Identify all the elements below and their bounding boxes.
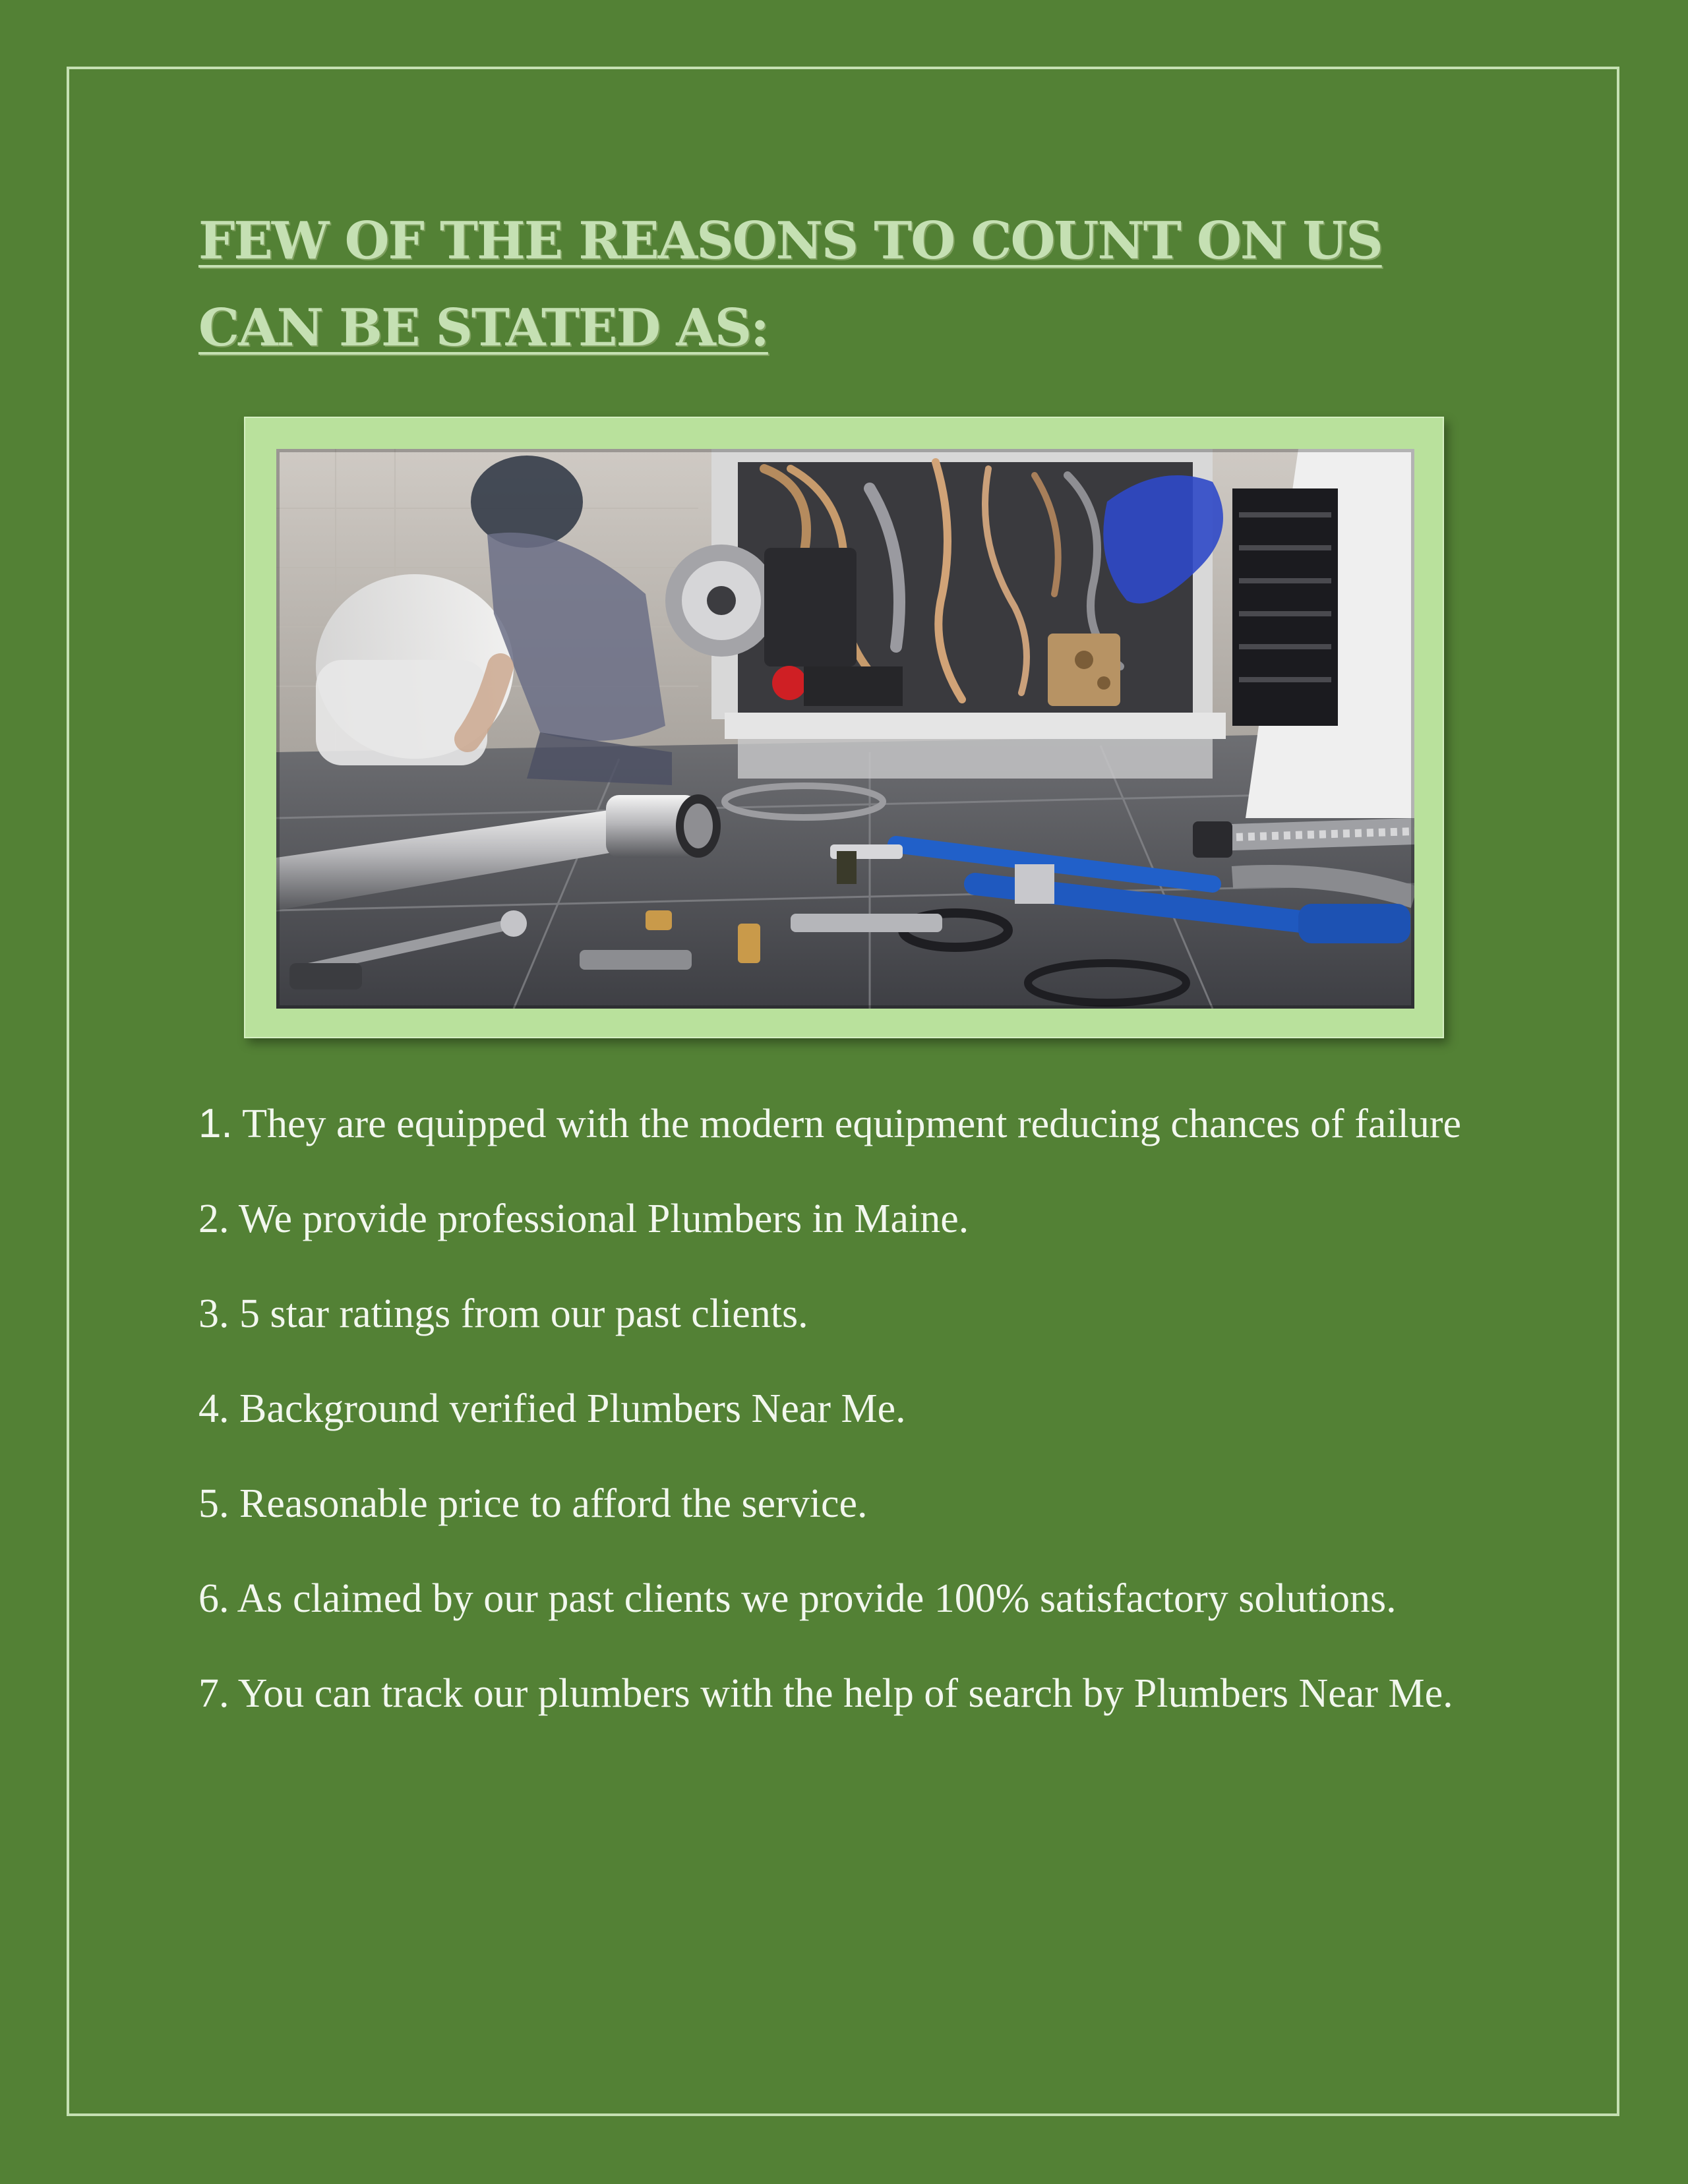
reason-number: 4.: [198, 1386, 229, 1431]
reason-number: 3.: [198, 1291, 229, 1336]
reason-item: [198, 1467, 1517, 1540]
reason-text: Background verified Plumbers Near Me.: [239, 1386, 906, 1431]
reason-item: [198, 1183, 1517, 1255]
reason-item: [198, 1278, 1517, 1350]
reason-number: 7.: [198, 1671, 229, 1716]
reason-item: [198, 1088, 1517, 1160]
reasons-list: [198, 1088, 1517, 1752]
reason-text: As claimed by our past clients we provide 100% satisfactory solutions.: [237, 1576, 1397, 1621]
reason-text: Reasonable price to afford the service.: [239, 1481, 868, 1526]
reason-text: 5 star ratings from our past clients.: [239, 1291, 808, 1336]
reason-item: [198, 1657, 1517, 1730]
reason-item: [198, 1562, 1517, 1635]
reason-number: 1.: [198, 1101, 233, 1146]
reason-item: [198, 1372, 1517, 1445]
reason-text: They are equipped with the modern equipment reducing chances of failure: [242, 1102, 1462, 1146]
page-heading: FEW OF THE REASONS TO COUNT ON US CAN BE STATED AS:: [198, 211, 1382, 358]
reason-text: We provide professional Plumbers in Maine.: [238, 1196, 969, 1241]
reason-text: You can track our plumbers with the help of search by Plumbers Near Me.: [237, 1671, 1453, 1716]
plumbing-photo: [276, 449, 1414, 1009]
reason-number: 5.: [198, 1481, 229, 1526]
reason-number: 2.: [198, 1196, 229, 1241]
photo-frame: [244, 417, 1444, 1038]
reason-number: 6.: [198, 1576, 229, 1621]
